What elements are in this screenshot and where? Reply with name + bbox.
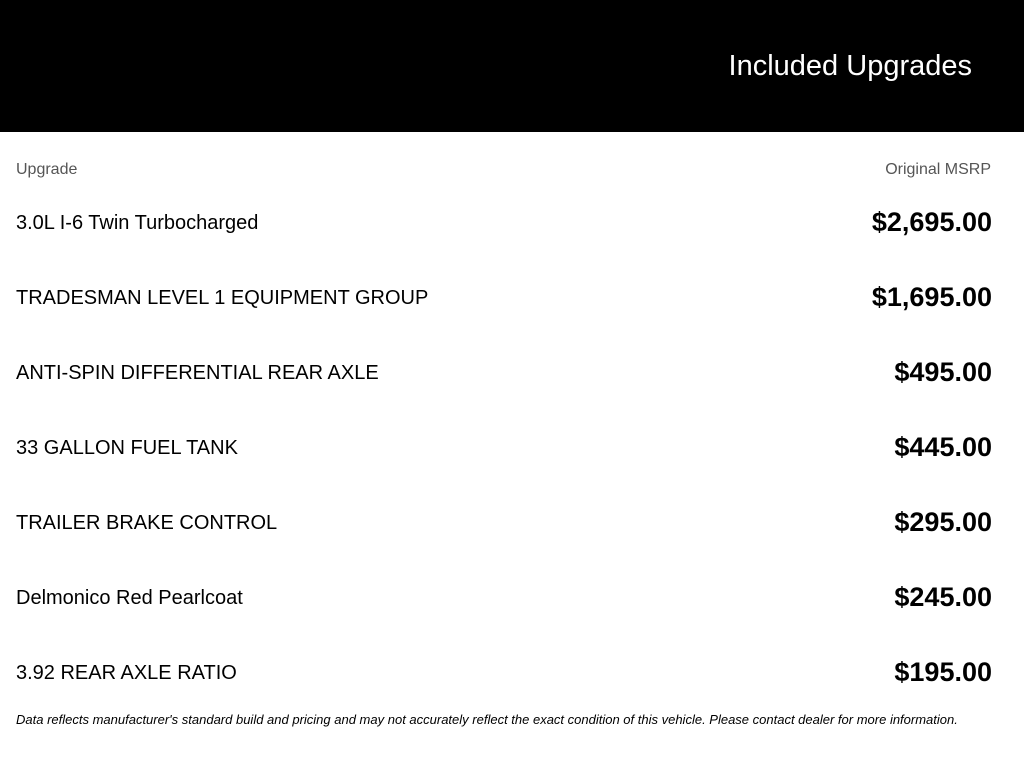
upgrade-name: Delmonico Red Pearlcoat [16, 587, 243, 609]
upgrade-row [16, 347, 992, 422]
upgrade-price: $1,695.00 [871, 282, 992, 312]
upgrade-name: ANTI-SPIN DIFFERENTIAL REAR AXLE [16, 362, 379, 384]
upgrade-name: 3.92 REAR AXLE RATIO [16, 662, 237, 684]
upgrade-price: $445.00 [894, 432, 992, 462]
upgrade-name: 3.0L I-6 Twin Turbocharged [16, 212, 259, 234]
upgrade-row [16, 422, 992, 497]
upgrade-price: $245.00 [894, 582, 992, 612]
upgrade-price: $495.00 [894, 357, 992, 387]
upgrade-name: TRADESMAN LEVEL 1 EQUIPMENT GROUP [16, 287, 429, 309]
upgrade-row [16, 197, 992, 272]
upgrade-row [16, 647, 992, 722]
upgrades-list [16, 197, 992, 722]
page-title: Included Upgrades [728, 50, 972, 82]
upgrade-price: $2,695.00 [871, 207, 992, 237]
upgrade-row [16, 272, 992, 347]
column-label-upgrade: Upgrade [16, 161, 78, 178]
upgrade-row [16, 572, 992, 647]
upgrade-price: $295.00 [894, 507, 992, 537]
table-header [16, 160, 991, 180]
upgrade-price: $195.00 [894, 657, 992, 687]
upgrade-name: TRAILER BRAKE CONTROL [16, 512, 278, 534]
disclaimer-text: Data reflects manufacturer's standard build and pricing and may not accurately reflect the exact condition of this vehicle. Please contact dealer for more information. [16, 712, 958, 727]
header-bar [0, 0, 1024, 132]
upgrade-name: 33 GALLON FUEL TANK [16, 437, 238, 459]
column-label-msrp: Original MSRP [885, 161, 991, 178]
upgrade-row [16, 497, 992, 572]
